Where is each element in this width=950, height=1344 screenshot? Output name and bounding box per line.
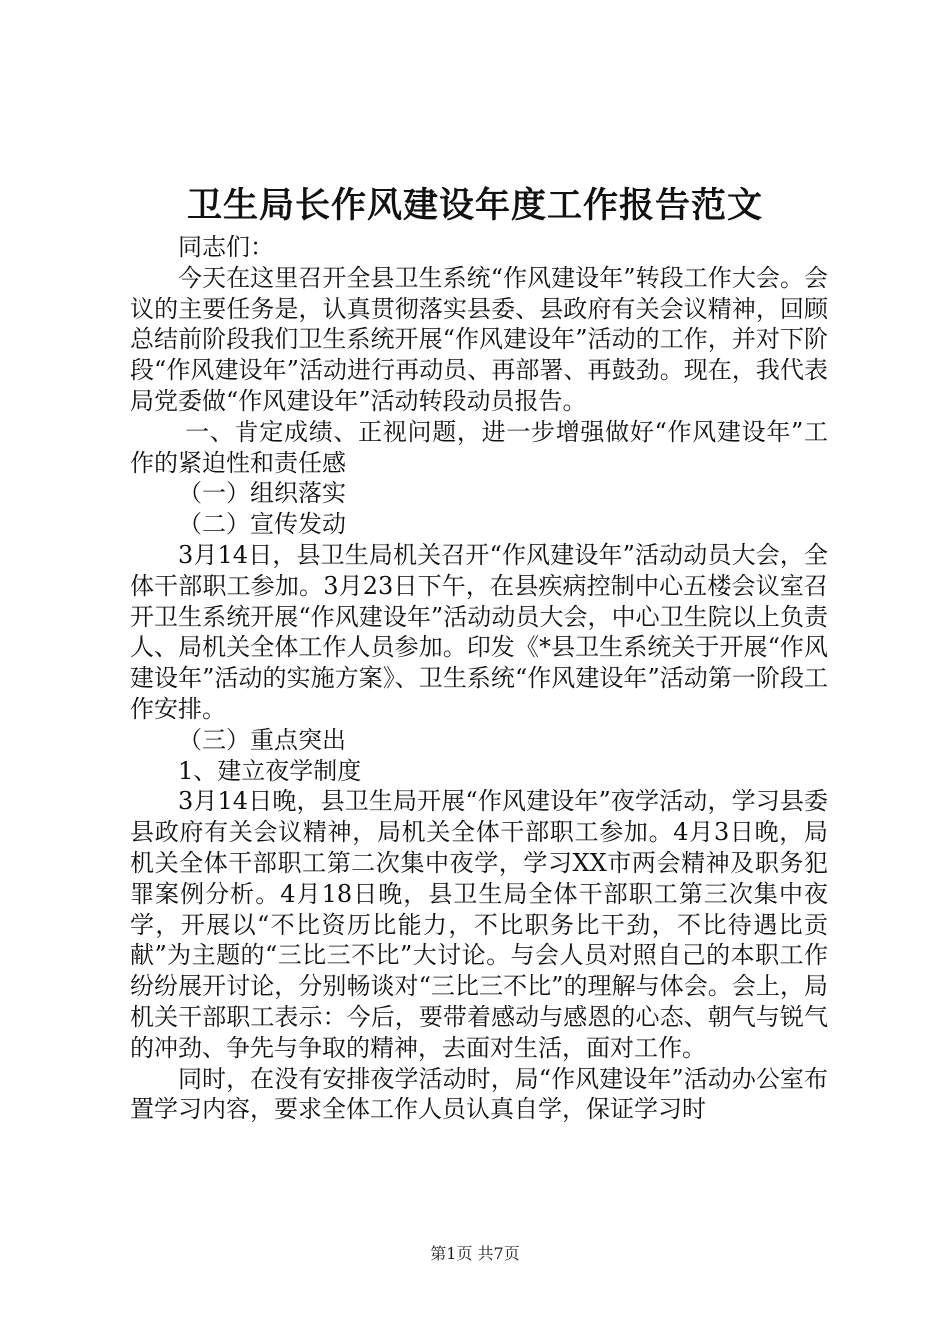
section-heading-1: 一、肯定成绩、正视问题，进一步增强做好“作风建设年”工作的紧迫性和责任感 [130,417,828,477]
subsection-heading-publicity: （二）宣传发动 [178,510,346,539]
paragraph-self-study: 同时，在没有安排夜学活动时，局“作风建设年”活动办公室布置学习内容，要求全体工作人员认真自学，保证学习时 [130,1064,828,1124]
paragraph-publicity: 3月14日，县卫生局机关召开“作风建设年”活动动员大会，全体干部职工参加。3月23日下午，在县疾病控制中心五楼会议室召开卫生系统开展“作风建设年”活动动员大会，中心卫生院以上负责人、局机关全体工作人员参加。印发《*县卫生系统关于开展“作风建设年”活动的实施方案》、卫生系统“作风建设年”活动第一阶段工作安排。 [130,540,828,723]
page-number-footer: 第1页 共7页 [430,1244,520,1263]
subsection-heading-organization: （一）组织落实 [178,479,346,508]
document-body [130,232,828,1125]
paragraph-intro: 今天在这里召开全县卫生系统“作风建设年”转段工作大会。会议的主要任务是，认真贯彻落实县委、县政府有关会议精神，回顾总结前阶段我们卫生系统开展“作风建设年”活动的工作，并对下阶段“作风建设年”活动进行再动员、再部署、再鼓劲。现在，我代表局党委做“作风建设年”活动转段动员报告。 [130,263,828,415]
item-heading-night-study: 1、建立夜学制度 [178,756,362,785]
paragraph-night-study: 3月14日晚，县卫生局开展“作风建设年”夜学活动，学习县委县政府有关会议精神，局机关全体干部职工参加。4月3日晚，局机关全体干部职工第二次集中夜学，学习XX市两会精神及职务犯罪案例分析。4月18日晚，县卫生局全体干部职工第三次集中夜学，开展以“不比资历比能力，不比职务比干劲，不比待遇比贡献”为主题的“三比三不比”大讨论。与会人员对照自己的本职工作纷纷展开讨论，分别畅谈对“三比三不比”的理解与体会。会上，局机关干部职工表示：今后，要带着感动与感恩的心态、朝气与锐气的冲劲、争先与争取的精神，去面对生活，面对工作。 [130,787,828,1062]
salutation: 同志们： [178,233,274,261]
document-title: 卫生局长作风建设年度工作报告范文 [186,185,763,226]
subsection-heading-focus: （三）重点突出 [178,725,346,754]
